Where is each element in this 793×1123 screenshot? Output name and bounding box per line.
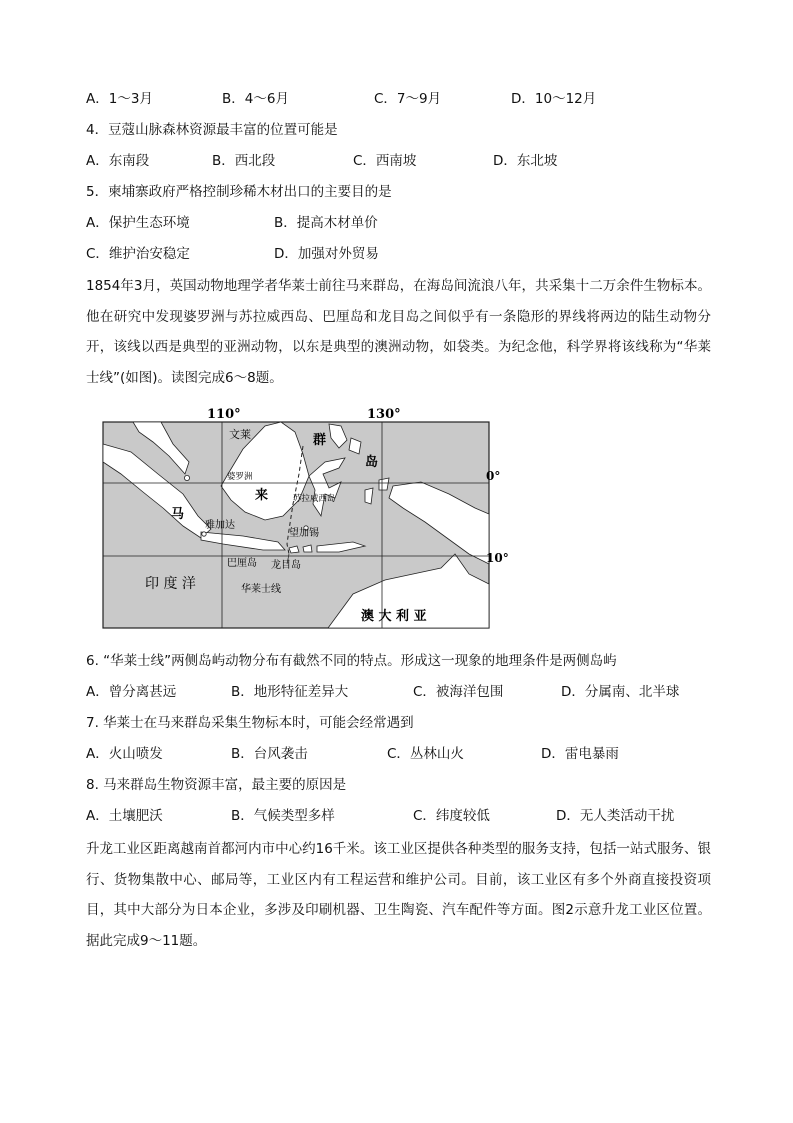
q5-option-b: B．提高木材单价 (274, 215, 378, 231)
q8-option-a: A．土壤肥沃 (86, 808, 163, 824)
q4-option-d: D．东北坡 (493, 153, 558, 169)
lon-label-110: 110° (207, 407, 241, 422)
label-wallace-line: 华莱士线 (241, 584, 281, 595)
label-indian-ocean: 印 度 洋 (145, 576, 196, 592)
wallace-line-map (103, 404, 509, 632)
q6-option-a: A．曾分离甚远 (86, 684, 177, 700)
q3-option-b: B．4～6月 (222, 91, 289, 107)
label-lai: 来 (255, 488, 269, 503)
q3-option-a: A．1～3月 (86, 91, 153, 107)
label-jakarta: 雅加达 (205, 520, 235, 531)
lat-label-10: 10° (486, 551, 509, 565)
singapore-marker (184, 475, 189, 480)
q6-option-b: B．地形特征差异大 (231, 684, 349, 700)
passage-thang-long: 升龙工业区距离越南首都河内市中心约16千米。该工业区提供各种类型的服务支持，包括一站式服务、银行、货物集散中心、邮局等，工业区内有工程运营和维护公司。目前，该工业区有多个外商直接投资项目，其中大部分为日本企业，多涉及印刷机器、卫生陶瓷、汽车配件等方面。图2示意升龙工业区位置。据此完成9～11题。 (86, 841, 711, 949)
label-lombok: 龙目岛 (271, 560, 301, 571)
q4-option-c: C．西南坡 (353, 153, 417, 169)
q4-option-a: A．东南段 (86, 153, 150, 169)
q8-option-c: C．纬度较低 (413, 808, 490, 824)
q7-option-d: D．雷电暴雨 (541, 746, 619, 762)
q5-option-d: D．加强对外贸易 (274, 246, 379, 262)
label-qun: 群 (313, 433, 327, 448)
label-makassar: 望加锡 (289, 528, 319, 539)
q8-option-b: B．气候类型多样 (231, 808, 335, 824)
q4-option-b: B．西北段 (212, 153, 276, 169)
label-borneo: 婆罗洲 (227, 472, 253, 482)
q5-stem: 5．柬埔寨政府严格控制珍稀木材出口的主要目的是 (86, 184, 392, 200)
jakarta-marker (202, 532, 206, 536)
q8-stem: 8. 马来群岛生物资源丰富，最主要的原因是 (86, 777, 347, 793)
q7-option-a: A．火山喷发 (86, 746, 163, 762)
lat-label-0: 0° (486, 469, 501, 483)
label-brunei: 文莱 (229, 428, 251, 441)
label-sulawesi: 苏拉威西岛 (293, 494, 336, 504)
q8-option-d: D．无人类活动干扰 (556, 808, 675, 824)
q6-option-d: D．分属南、北半球 (561, 684, 680, 700)
q4-stem: 4．豆蔻山脉森林资源最丰富的位置可能是 (86, 122, 338, 138)
q3-option-c: C．7～9月 (374, 91, 442, 107)
q7-stem: 7. 华莱士在马来群岛采集生物标本时，可能会经常遇到 (86, 715, 414, 731)
label-australia: 澳 大 利 亚 (361, 609, 427, 624)
q3-option-d: D．10～12月 (511, 91, 597, 107)
halmahera-island (379, 478, 389, 490)
q7-option-b: B．台风袭击 (231, 746, 308, 762)
lon-label-130: 130° (367, 407, 401, 422)
q6-stem: 6. “华莱士线”两侧岛屿动物分布有截然不同的特点。形成这一现象的地理条件是两侧岛屿 (86, 653, 617, 669)
label-bali: 巴厘岛 (227, 558, 257, 569)
label-dao: 岛 (365, 455, 379, 470)
q5-option-c: C．维护治安稳定 (86, 246, 190, 262)
q5-option-a: A．保护生态环境 (86, 215, 190, 231)
q7-option-c: C．丛林山火 (387, 746, 464, 762)
passage-wallace: 1854年3月，英国动物地理学者华莱士前往马来群岛，在海岛间流浪八年，共采集十二万余件生物标本。他在研究中发现婆罗洲与苏拉威西岛、巴厘岛和龙目岛之间似乎有一条隐形的界线将两边的陆生动物分开，该线以西是典型的亚洲动物，以东是典型的澳洲动物，如袋类。为纪念他，科学界将该线称为“华莱士线”(如图)。读图完成6～8题。 (86, 278, 711, 386)
label-ma: 马 (171, 507, 185, 522)
q6-option-c: C．被海洋包围 (413, 684, 504, 700)
